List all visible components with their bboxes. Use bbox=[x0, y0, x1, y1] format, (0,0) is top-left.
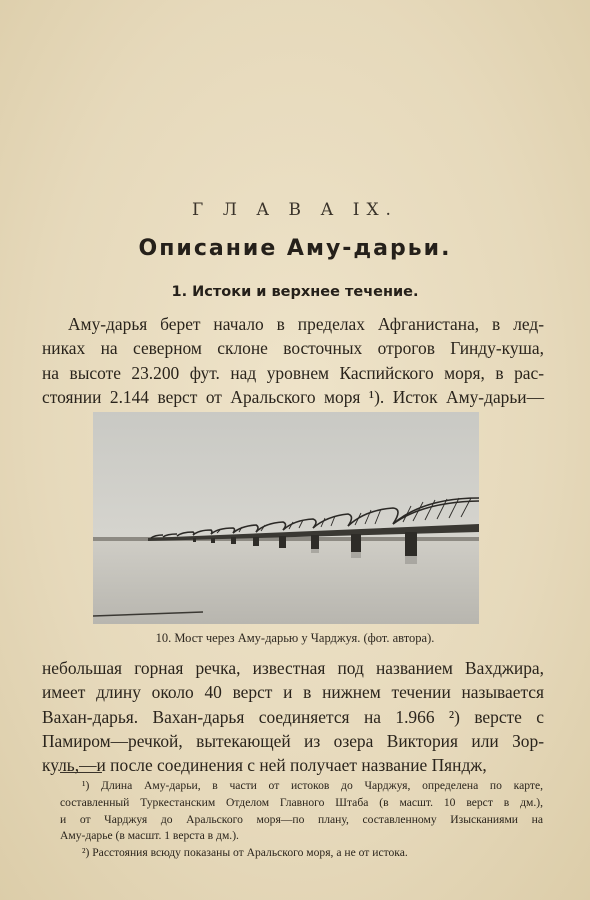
bridge-photo bbox=[93, 412, 479, 624]
text-line: куль,—и после соединения с ней получает название Пяндж, bbox=[42, 755, 487, 776]
paragraph-1 bbox=[42, 312, 544, 409]
text-line: Вахан-дарья. Вахан-дарья соединяется на 1.966 ²) версте с bbox=[42, 706, 544, 727]
photo-caption: 10. Мост через Аму-дарью у Чарджуя. (фот. автора). bbox=[155, 631, 435, 645]
paragraph-2 bbox=[42, 656, 544, 777]
text-line: Памиром—речкой, вытекающей из озера Виктория или Зор- bbox=[42, 730, 544, 751]
footnote-line: Аму-дарье (в масшт. 1 верста в дм.). bbox=[60, 829, 239, 843]
text-line: никах на северном склоне восточных отрогов Гинду-куша, bbox=[42, 338, 544, 359]
chapter-title: Описание Аму-дарьи. bbox=[138, 236, 452, 261]
chapter-heading: Г Л А В А IX. bbox=[192, 200, 398, 220]
section-heading: 1. Истоки и верхнее течение. bbox=[171, 284, 419, 300]
footnote-line: ¹) Длина Аму-дарьи, в части от истоков до Чарджуя, определена по карте, bbox=[82, 779, 543, 792]
footnote-divider bbox=[60, 772, 102, 773]
text-line: небольшая горная речка, известная под названием Вахджира, bbox=[42, 658, 544, 678]
footnote-line: и от Чарджуя до Аральского моря—по плану, составленному Изысканиями на bbox=[60, 812, 543, 826]
text-line: на высоте 23.200 фут. над уровнем Каспийского моря, в рас- bbox=[42, 362, 544, 383]
text-line: Аму-дарья берет начало в пределах Афганистана, в лед- bbox=[68, 314, 544, 334]
footnote-line: ²) Расстояния всюду показаны от Аральского моря, а не от истока. bbox=[82, 846, 408, 860]
text-line: имеет длину около 40 верст и в нижнем течении называется bbox=[42, 682, 544, 703]
footnote-line: составленный Туркестанским Отделом Главного Штаба (в масшт. 10 верст в дм.), bbox=[60, 795, 543, 809]
footnotes bbox=[60, 778, 543, 862]
text-line: стоянии 2.144 верст от Аральского моря ¹). Исток Аму-дарьи— bbox=[42, 386, 544, 407]
bridge-photo-image bbox=[93, 412, 479, 624]
